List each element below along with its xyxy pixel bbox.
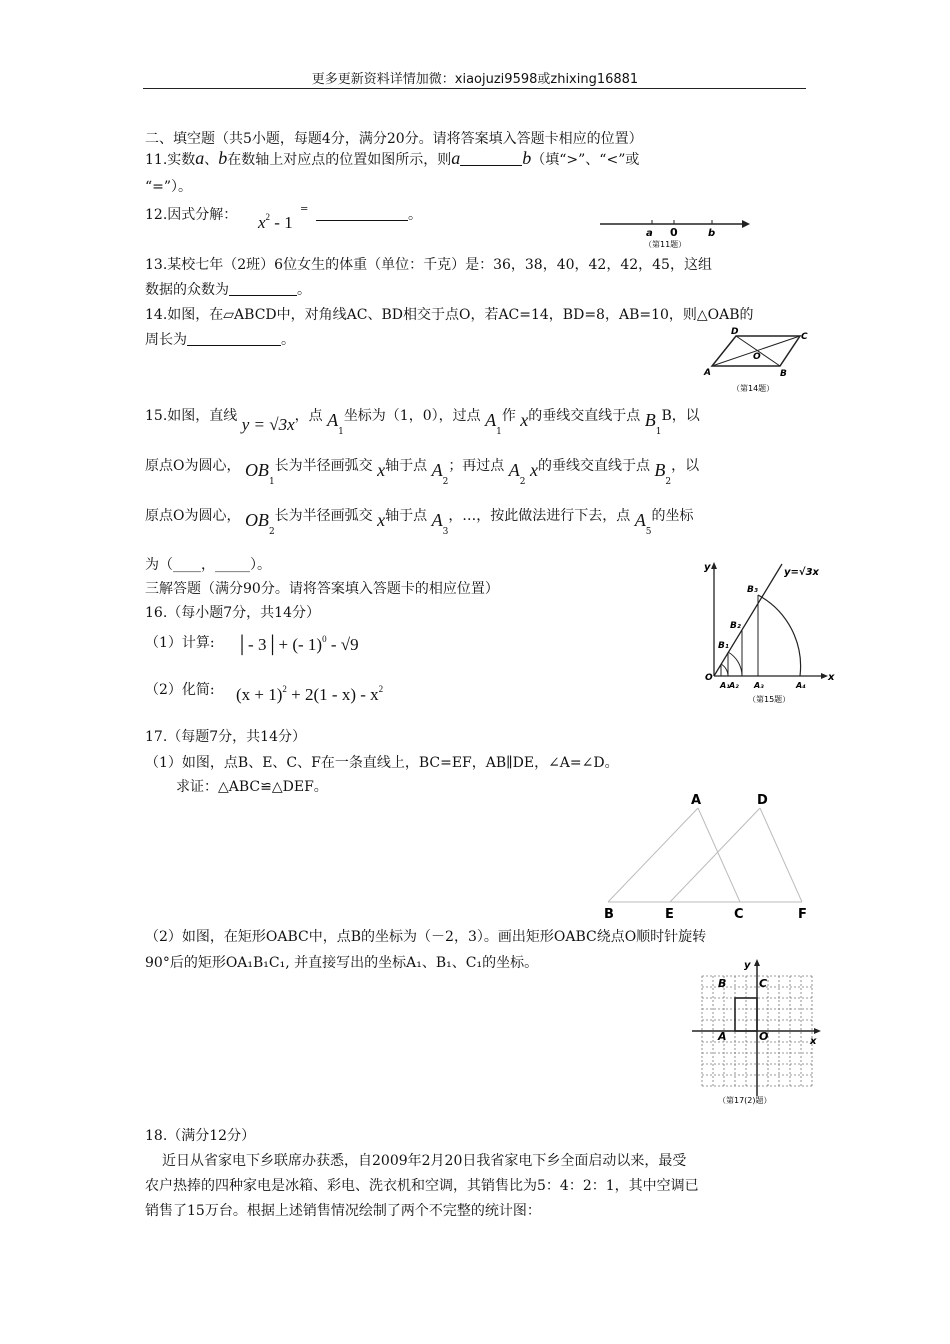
q12-answer-line: 。: [316, 204, 422, 224]
q14-figure-caption: （第14题）: [732, 384, 775, 393]
q16-title: 16.（每小题7分，共14分）: [145, 605, 320, 621]
q12-equals: =: [300, 204, 309, 215]
grid-label-b: B: [718, 977, 727, 990]
arc-2: [728, 652, 742, 676]
point-d: D: [757, 793, 768, 808]
segment-de: [670, 808, 760, 902]
axis-label-b: b: [708, 228, 716, 239]
label-b2: B₂: [730, 621, 741, 631]
label-y: y: [704, 562, 711, 573]
line-y-root3x: [714, 564, 782, 676]
axis-label-a: a: [646, 228, 653, 239]
label-o: O: [705, 673, 713, 683]
q15-line1: 15.如图，直线 y = √3x，点 $A_1$坐标为（1，0），过点 $A_1$作 x的垂线交直线于点 $B_1B$，以: [145, 408, 700, 437]
q17-part2-line2: 90°后的矩形OA₁B₁C₁, 并直接写出的坐标A₁、B₁、C₁的坐标。: [145, 955, 539, 971]
q13-line1: 13.某校七年（2班）6位女生的体重（单位：千克）是：36，38，40，42，42，45，这组: [145, 257, 712, 273]
label-b3: B₃: [747, 585, 758, 595]
label-a4: A₄: [796, 681, 806, 690]
q11-blank[interactable]: [460, 151, 522, 166]
q14-line1: 14.如图，在▱ABCD中，对角线AC、BD相交于点O，若AC=14，BD=8，AB=10，则△OAB的: [145, 307, 754, 323]
q15-line3: 原点O为圆心， $OB_2$长为半径画弧交 x轴于点 $A_3$，…，按此做法进行下去，点 $A_5$的坐标: [145, 508, 694, 537]
q15-equation: y = √3x: [241, 415, 295, 434]
q17-triangles-figure: [596, 788, 812, 922]
q16-expression-2: $(x + 1)^2 + 2(1 - x) - x^2$: [236, 684, 384, 704]
label-a2: A₂: [729, 681, 739, 690]
q16-expression-1: │- 3│+ (- 1)$^0$ - √9: [236, 634, 359, 654]
q17-part1: （1）如图，点B、E、C、F在一条直线上，BC=EF，AB∥DE，∠A=∠D。: [145, 755, 619, 771]
point-e: E: [665, 907, 674, 922]
q17-grid-caption: （第17(2)题）: [718, 1096, 772, 1105]
number-line-arrow: [742, 220, 750, 228]
q11-figure-caption: （第11题）: [644, 240, 687, 249]
q11-line2: “=”）。: [145, 179, 193, 195]
label-a3: A₃: [754, 681, 764, 690]
label-line: y=√3x: [784, 567, 819, 578]
q12-label: 12.因式分解：: [145, 207, 238, 223]
vertex-c: C: [801, 332, 808, 342]
q16-part1-label: （1）计算:: [145, 635, 215, 651]
point-f: F: [798, 907, 807, 922]
x-axis-arrow: [821, 673, 828, 679]
grid-label-y: y: [744, 960, 751, 971]
q13-blank[interactable]: [229, 281, 297, 296]
center-o: O: [753, 352, 761, 362]
grid-y-arrow: [754, 959, 760, 966]
arc-3: [758, 595, 801, 676]
q14-line2: 周长为 。: [145, 332, 295, 348]
grid-label-x: x: [810, 1036, 817, 1047]
q18-title: 18.（满分12分）: [145, 1128, 256, 1144]
grid-label-o: O: [759, 1030, 769, 1043]
header-rule: [143, 88, 806, 89]
q12-expression: $x^2 - 1$: [258, 212, 293, 232]
q14-blank[interactable]: [187, 331, 281, 346]
label-b1: B₁: [718, 641, 729, 651]
segment-df: [760, 808, 802, 902]
arc-1: [721, 664, 728, 676]
grid-label-c: C: [759, 977, 768, 990]
vertex-b: B: [780, 369, 787, 379]
grid-x-arrow: [814, 1028, 821, 1034]
point-c: C: [734, 907, 744, 922]
q17-title: 17.（每题7分，共14分）: [145, 729, 306, 745]
point-a: A: [691, 793, 702, 808]
page-header: 更多更新资料详情加微：xiaojuzi9598或zhixing16881: [311, 72, 639, 87]
vertex-d: D: [731, 327, 739, 337]
segment-ab: [608, 808, 698, 902]
q18-line3: 销售了15万台。根据上述销售情况绘制了两个不完整的统计图：: [145, 1203, 541, 1219]
q11-line1: 11.实数a、b在数轴上对应点的位置如图所示，则a b（填“>”、“<”或: [145, 148, 640, 168]
q15-line4: 为（____，_____）。: [145, 557, 271, 573]
q15-figure-caption: （第15题）: [748, 695, 791, 704]
axis-label-0: 0: [670, 226, 678, 239]
section3-title: 三解答题（满分90分。请将答案填入答题卡的相应位置）: [145, 581, 499, 597]
q18-line2: 农户热捧的四种家电是冰箱、彩电、洗衣机和空调，其销售比为5：4：2：1，其中空调已: [145, 1178, 699, 1194]
q11-number-line-figure: [596, 214, 756, 250]
label-x: x: [828, 672, 835, 683]
grid-label-a: A: [718, 1030, 727, 1043]
q16-part2-label: （2）化简:: [145, 682, 215, 698]
rectangle-oabc: [735, 998, 757, 1031]
segment-ac: [698, 808, 740, 902]
q17-proof: 求证：△ABC≌△DEF。: [176, 779, 328, 795]
q17-grid-figure: [688, 956, 828, 1106]
vertex-a: A: [704, 368, 711, 378]
q15-figure: [700, 556, 840, 706]
q12-blank[interactable]: [316, 206, 408, 221]
point-b: B: [604, 907, 614, 922]
label-a1: A₁: [720, 681, 730, 690]
q17-part2-line1: （2）如图，在矩形OABC中，点B的坐标为（－2，3）。画出矩形OABC绕点O顺时针旋转: [145, 929, 707, 945]
q15-line2: 原点O为圆心， $OB_1$长为半径画弧交 x轴于点 $A_2$；再过点 $A_2$ x的垂线交直线于点 $B_2$，以: [145, 458, 700, 487]
y-axis-arrow: [711, 562, 717, 569]
q13-line2: 数据的众数为 。: [145, 282, 311, 298]
q14-parallelogram-figure: [700, 326, 810, 398]
section2-title: 二、填空题（共5小题，每题4分，满分20分。请将答案填入答题卡相应的位置）: [145, 131, 643, 147]
q18-line1: 近日从省家电下乡联席办获悉，自2009年2月20日我省家电下乡全面启动以来，最受: [162, 1153, 687, 1169]
